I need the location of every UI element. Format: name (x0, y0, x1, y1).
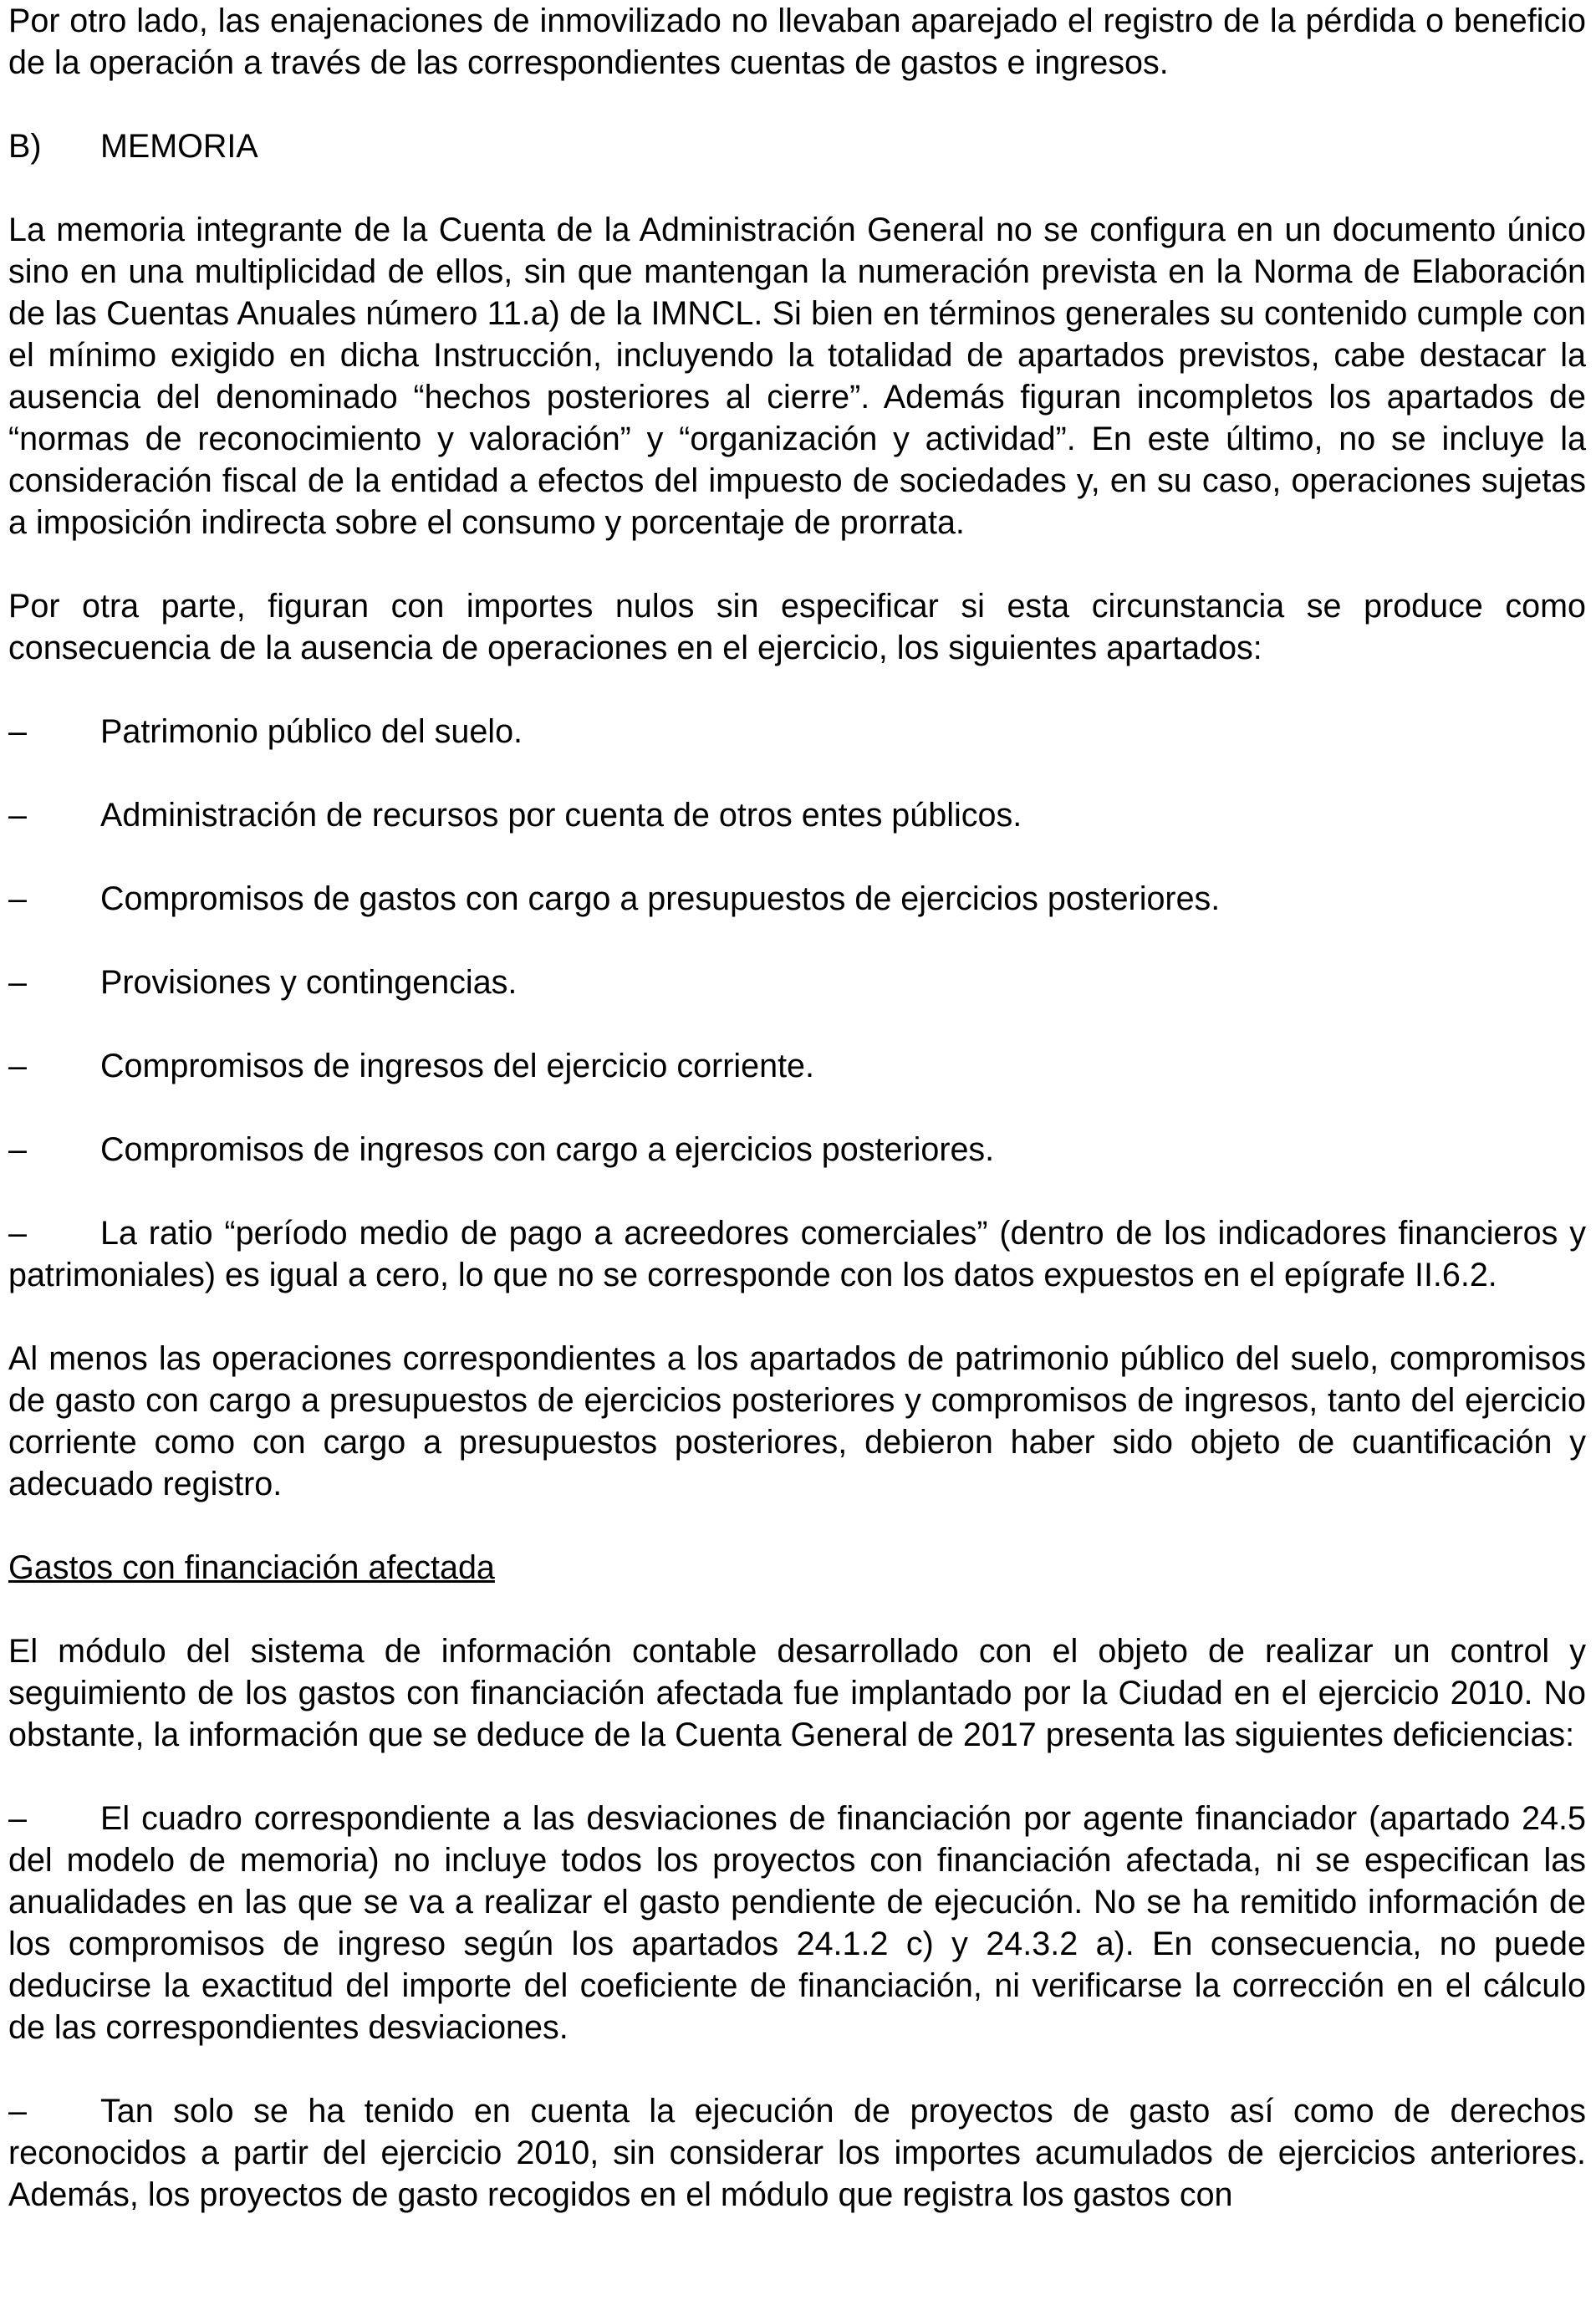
subheading-gastos-financiacion: Gastos con financiación afectada (8, 1549, 495, 1586)
paragraph-intro: Por otro lado, las enajenaciones de inmovilizado no llevaban aparejado el registro de la pérdida o beneficio de la operación a través de las correspondientes cuentas de gastos e ingresos. (8, 3, 1586, 81)
bullet-tan-solo-text: Tan solo se ha tenido en cuenta la ejecución de proyectos de gasto así como de derechos reconocidos a partir del ejercicio 2010, sin considerar los importes acumulados de ejercicios anteriores. Además, los proyectos de gasto recogidos en el módulo que registra los gastos con (8, 2093, 1586, 2213)
bullet-cuadro-text: El cuadro correspondiente a las desviaciones de financiación por agente financiador (apartado 24.5 del modelo de memoria) no incluye todos los proyectos con financiación afectada, ni se especifican las anualidades en las que se va a realizar el gasto pendiente de ejecución. No se ha remitido información de los compromisos de ingreso según los apartados 24.1.2 c) y 24.3.2 a). En consecuencia, no puede deducirse la exactitud del importe del coeficiente de financiación, ni verificarse la corrección en el cálculo de las correspondientes desviaciones. (8, 1800, 1586, 2046)
dash-marker: – (8, 1048, 27, 1084)
bullet-cuadro (8, 1798, 1586, 2048)
list-item (8, 1129, 1586, 1171)
list-item (8, 878, 1586, 920)
subheading-wrapper (8, 1547, 1586, 1589)
list-item (8, 794, 1586, 836)
list-item (8, 1045, 1586, 1087)
list-item-text: Compromisos de gastos con cargo a presupuestos de ejercicios posteriores. (100, 880, 1221, 917)
list-item (8, 962, 1586, 1003)
dash-marker: – (8, 1215, 27, 1252)
bullet-tan-solo (8, 2090, 1586, 2216)
dash-marker: – (8, 713, 27, 750)
list-item-text: Provisiones y contingencias. (100, 964, 518, 1001)
bullet-ratio-text: La ratio “período medio de pago a acreedores comerciales” (dentro de los indicadores financieros y patrimoniales) es igual a cero, lo que no se corresponde con los datos expuestos en el epígrafe II.6.2. (8, 1215, 1586, 1293)
list-item (8, 711, 1586, 752)
dash-marker: – (8, 1800, 27, 1837)
dash-marker: – (8, 2093, 27, 2130)
paragraph-otra-parte: Por otra parte, figuran con importes nulos sin especificar si esta circunstancia se produce como consecuencia de la ausencia de operaciones en el ejercicio, los siguientes apartados: (8, 588, 1586, 666)
dash-marker: – (8, 880, 27, 917)
dash-marker: – (8, 964, 27, 1001)
list-item-text: Compromisos de ingresos del ejercicio corriente. (100, 1048, 814, 1084)
bullet-ratio (8, 1212, 1586, 1296)
list-item-text: Administración de recursos por cuenta de otros entes públicos. (100, 797, 1022, 834)
list-item-text: Patrimonio público del suelo. (100, 713, 523, 750)
paragraph-modulo: El módulo del sistema de información contable desarrollado con el objeto de realizar un control y seguimiento de los gastos con financiación afectada fue implantado por la Ciudad en el ejercicio 2010. No obstante, la información que se deduce de la Cuenta General de 2017 presenta las siguientes deficiencias: (8, 1633, 1586, 1753)
list-item-text: Compromisos de ingresos con cargo a ejercicios posteriores. (100, 1131, 995, 1168)
paragraph-al-menos: Al menos las operaciones correspondientes a los apartados de patrimonio público del suelo, compromisos de gasto con cargo a presupuestos de ejercicios posteriores y compromisos de ingresos, tanto del ejercicio corriente como con cargo a presupuestos posteriores, debieron haber sido objeto de cuantificación y adecuado registro. (8, 1340, 1586, 1502)
dash-marker: – (8, 797, 27, 834)
section-title: MEMORIA (100, 128, 258, 165)
dash-marker: – (8, 1131, 27, 1168)
list-apartados (8, 711, 1586, 1171)
section-heading-memoria (8, 125, 1586, 167)
section-label: B) (8, 128, 42, 165)
paragraph-memoria: La memoria integrante de la Cuenta de la Administración General no se configura en un documento único sino en una multiplicidad de ellos, sin que mantengan la numeración prevista en la Norma de Elaboración de las Cuentas Anuales número 11.a) de la IMNCL. Si bien en términos generales su contenido cumple con el mínimo exigido en dicha Instrucción, incluyendo la totalidad de apartados previstos, cabe destacar la ausencia del denominado “hechos posteriores al cierre”. Además figuran incompletos los apartados de “normas de reconocimiento y valoración” y “organización y actividad”. En este último, no se incluye la consideración fiscal de la entidad a efectos del impuesto de sociedades y, en su caso, operaciones sujetas a imposición indirecta sobre el consumo y porcentaje de prorrata. (8, 212, 1586, 541)
